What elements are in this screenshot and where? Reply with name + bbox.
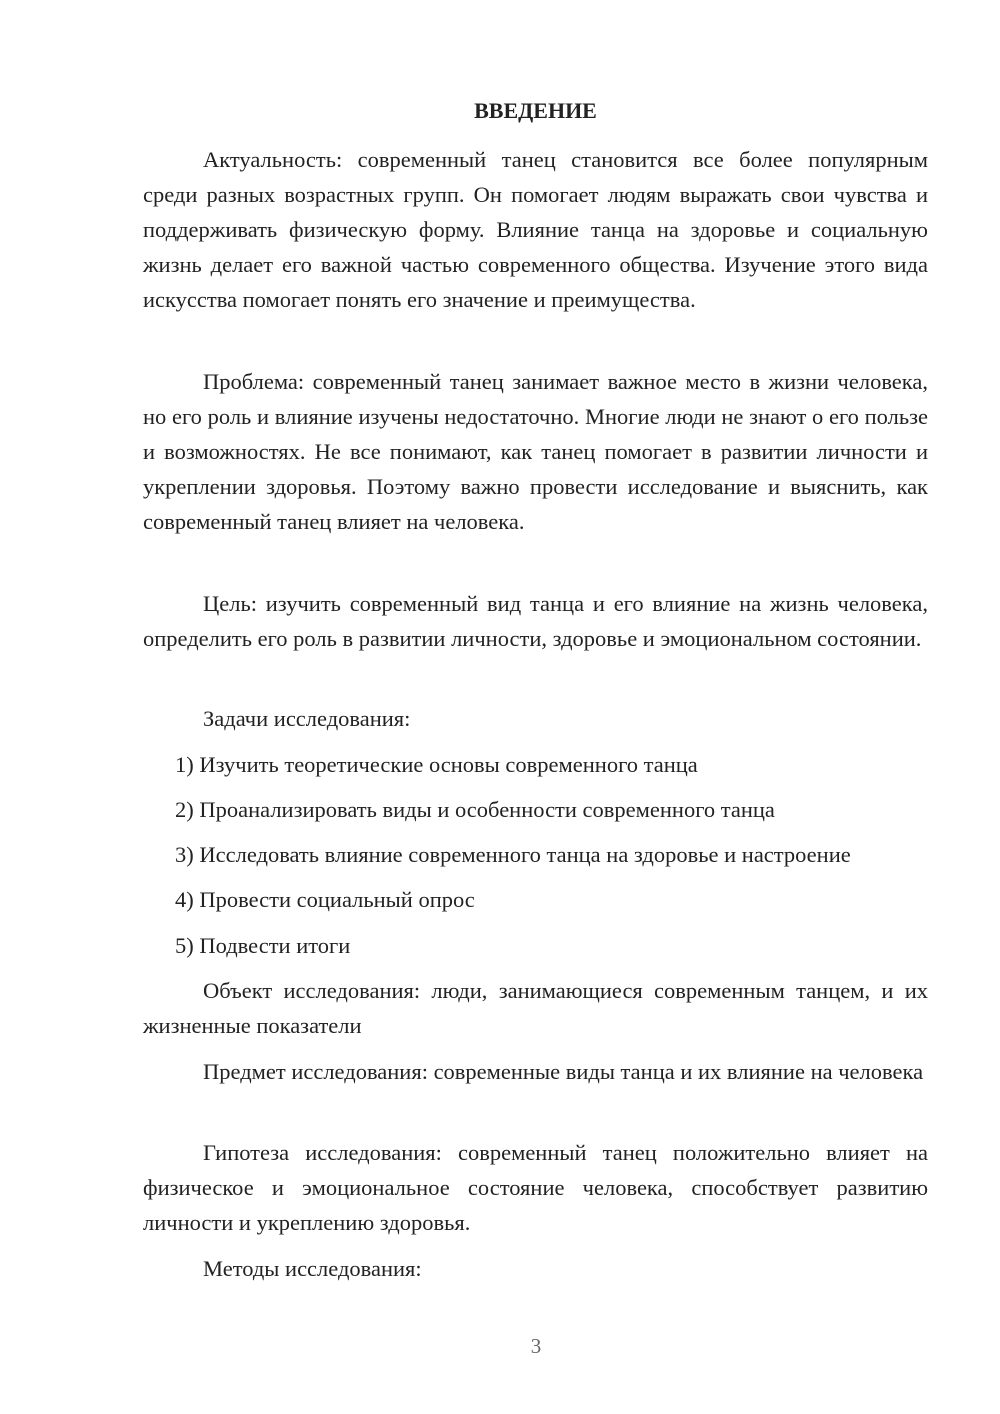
task-item-1: 1) Изучить теоретические основы современного танца — [175, 752, 698, 777]
task-item-3: 3) Исследовать влияние современного танца на здоровье и настроение — [175, 842, 851, 867]
tasks-heading: Задачи исследования: — [203, 706, 411, 731]
goal-paragraph: Цель: изучить современный вид танца и его влияние на жизнь человека, определить его роль в развитии личности, здоровье и эмоциональном состоянии. — [143, 591, 928, 651]
hypothesis-paragraph: Гипотеза исследования: современный танец положительно влияет на физическое и эмоциональное состояние человека, способствует развитию личности и укреплению здоровья. — [143, 1140, 928, 1235]
problem-paragraph: Проблема: современный танец занимает важное место в жизни человека, но его роль и влияние изучены недостаточно. Многие люди не знают о его пользе и возможностях. Не все понимают, как танец помогает в развитии личности и укреплении здоровья. Поэтому важно провести исследование и выяснить, как современный танец влияет на человека. — [143, 369, 928, 534]
page-number: 3 — [530, 1334, 542, 1358]
page-title: ВВЕДЕНИЕ — [474, 98, 597, 123]
task-item-5: 5) Подвести итоги — [175, 933, 351, 958]
relevance-paragraph: Актуальность: современный танец становится все более популярным среди разных возрастных групп. Он помогает людям выражать свои чувства и поддерживать физическую форму. Влияние танца на здоровье и социальную жизнь делает его важной частью современного общества. Изучение этого вида искусства помогает понять его значение и преимущества. — [143, 147, 928, 312]
methods-heading: Методы исследования: — [203, 1256, 422, 1281]
task-item-4: 4) Провести социальный опрос — [175, 887, 475, 912]
subject-paragraph: Предмет исследования: современные виды танца и их влияние на человека — [203, 1059, 924, 1084]
task-item-2: 2) Проанализировать виды и особенности современного танца — [175, 797, 775, 822]
object-paragraph: Объект исследования: люди, занимающиеся современным танцем, и их жизненные показатели — [143, 978, 928, 1038]
